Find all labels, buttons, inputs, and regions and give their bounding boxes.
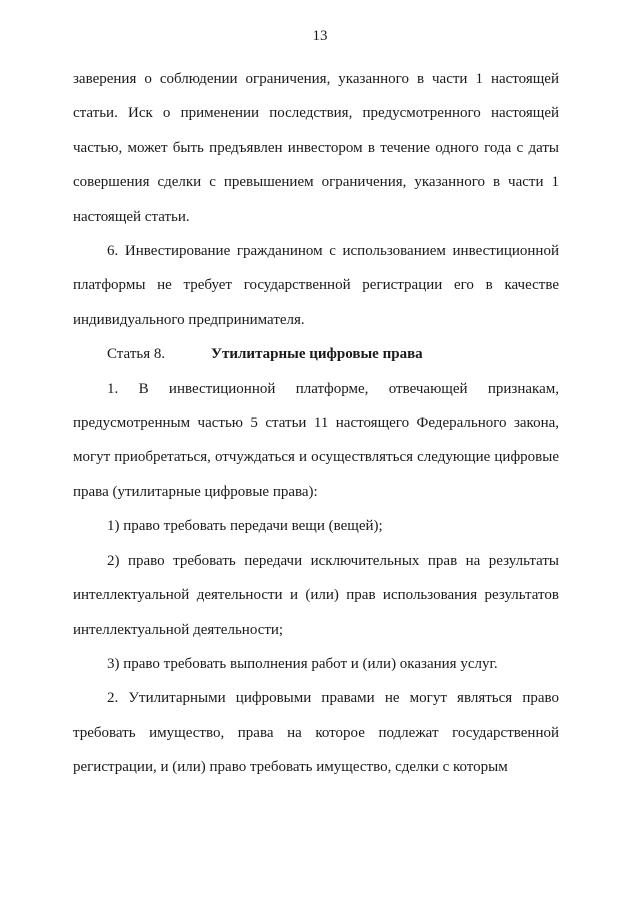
page-number: 13 bbox=[312, 28, 328, 44]
article-number: Статья 8. bbox=[107, 346, 166, 363]
article-heading bbox=[73, 337, 559, 371]
paragraph-continuation: заверения о соблюдении ограничения, указанного в части 1 настоящей статьи. Иск о применении последствия, предусмотренного настоящей частью, может быть предъявлен инвестором в течение одного года с даты совершения сделки с превышением ограничения, указанного в части 1 настоящей статьи. bbox=[73, 71, 559, 225]
article-title: Утилитарные цифровые права bbox=[211, 346, 423, 363]
list-item-1: 1) право требовать передачи вещи (вещей); bbox=[107, 518, 383, 535]
document-body bbox=[73, 62, 559, 785]
article-paragraph-2: 2. Утилитарными цифровыми правами не могут являться право требовать имущество, права на которое подлежат государственной регистрации, и (или) право требовать имущество, сделки с которым bbox=[73, 690, 559, 776]
list-item-3: 3) право требовать выполнения работ и (или) оказания услуг. bbox=[107, 655, 498, 672]
article-paragraph-1: 1. В инвестиционной платформе, отвечающей признакам, предусмотренным частью 5 статьи 11 настоящего Федерального закона, могут приобретаться, отчуждаться и осуществляться следующие цифровые права (утилитарные цифровые права): bbox=[73, 380, 559, 500]
list-item-2: 2) право требовать передачи исключительных прав на результаты интеллектуальной деятельности и (или) прав использования результатов интеллектуальной деятельности; bbox=[73, 552, 559, 638]
paragraph-item-6: 6. Инвестирование гражданином с использованием инвестиционной платформы не требует государственной регистрации его в качестве индивидуального предпринимателя. bbox=[73, 243, 559, 328]
